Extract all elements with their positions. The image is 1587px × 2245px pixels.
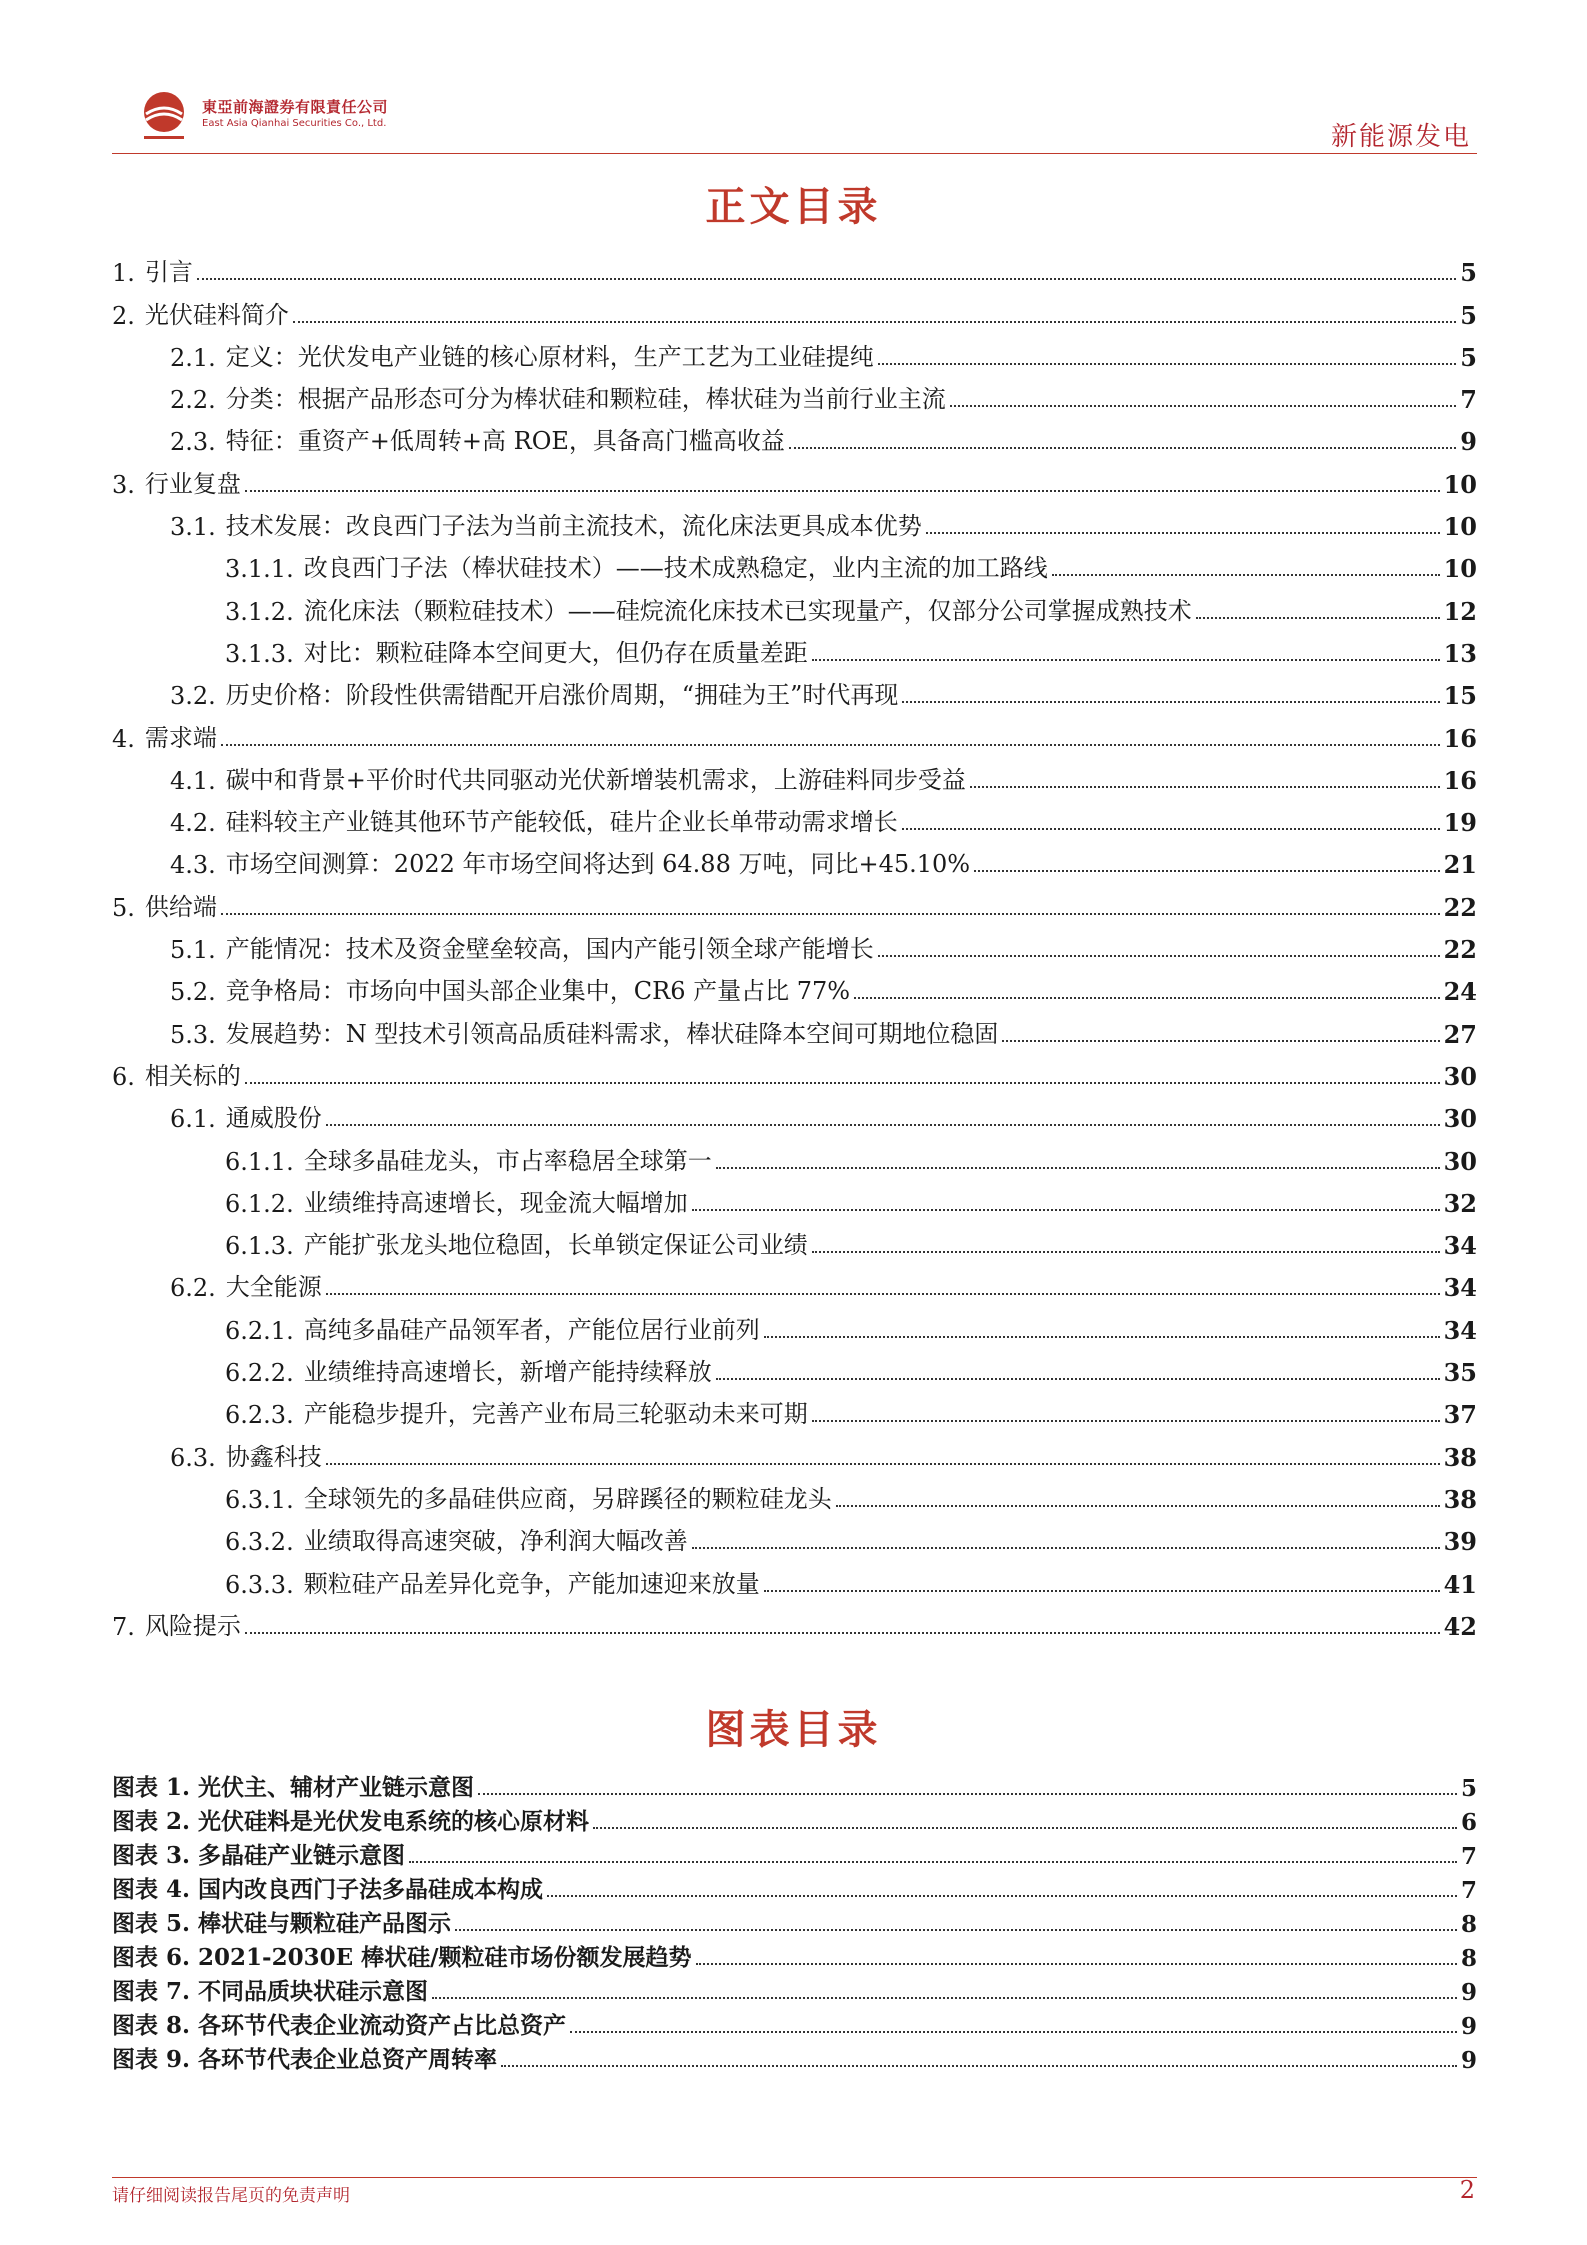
toc-entry[interactable] bbox=[112, 1260, 1477, 1302]
figure-entry-page: 5 bbox=[1460, 1775, 1477, 1802]
toc-entry-number: 7. bbox=[112, 1612, 135, 1641]
toc-entry-page: 27 bbox=[1443, 1019, 1477, 1049]
toc-leader-dots bbox=[326, 1293, 1440, 1295]
toc-entry-page: 24 bbox=[1443, 977, 1477, 1007]
figure-entry-page: 8 bbox=[1460, 1911, 1477, 1938]
toc-entry-number: 4. bbox=[112, 724, 135, 753]
company-name-cn: 東亞前海證券有限責任公司 bbox=[202, 98, 389, 116]
toc-entry-number: 6.3.3. bbox=[225, 1570, 294, 1599]
toc-leader-dots bbox=[716, 1378, 1440, 1380]
toc-entry-number: 4.3. bbox=[170, 851, 216, 880]
toc-leader-dots bbox=[764, 1336, 1440, 1338]
toc-entry-label: 光伏硅料简介 bbox=[144, 300, 289, 329]
page-header bbox=[112, 88, 1477, 158]
figure-toc bbox=[112, 1768, 1477, 2074]
toc-leader-dots bbox=[812, 1251, 1440, 1253]
toc-entry-label: 历史价格：阶段性供需错配开启涨价周期，“拥硅为王”时代再现 bbox=[225, 681, 899, 710]
figure-toc-entry[interactable] bbox=[112, 2006, 1477, 2040]
footer-divider bbox=[112, 2177, 1477, 2178]
toc-entry-page: 37 bbox=[1443, 1400, 1477, 1430]
toc-entry[interactable] bbox=[112, 499, 1477, 541]
toc-leader-dots bbox=[197, 278, 1456, 280]
toc-entry-page: 9 bbox=[1460, 427, 1477, 457]
toc-leader-dots bbox=[970, 786, 1440, 788]
toc-entry-number: 4.1. bbox=[170, 766, 216, 795]
toc-entry-page: 39 bbox=[1443, 1527, 1477, 1557]
toc-entry[interactable] bbox=[112, 1429, 1477, 1471]
toc-entry[interactable] bbox=[112, 1387, 1477, 1429]
figure-entry-label: 图表 3. 多晶硅产业链示意图 bbox=[112, 1842, 406, 1869]
toc-entry[interactable] bbox=[112, 541, 1477, 583]
toc-entry-label: 协鑫科技 bbox=[225, 1442, 322, 1471]
footer-disclaimer: 请仔细阅读报告尾页的免责声明 bbox=[112, 2186, 350, 2206]
toc-leader-dots bbox=[854, 997, 1439, 999]
toc-leader-dots bbox=[293, 321, 1456, 323]
toc-entry[interactable] bbox=[112, 626, 1477, 668]
toc-entry-number: 6.3.1. bbox=[225, 1485, 294, 1514]
toc-leader-dots bbox=[1002, 1040, 1439, 1042]
toc-leader-dots bbox=[221, 913, 1440, 915]
toc-leader-dots bbox=[245, 1632, 1440, 1634]
toc-entry[interactable] bbox=[112, 372, 1477, 414]
figure-toc-entry[interactable] bbox=[112, 1904, 1477, 1938]
toc-entry[interactable] bbox=[112, 1176, 1477, 1218]
toc-entry-number: 5.2. bbox=[170, 978, 216, 1007]
toc-entry-label: 需求端 bbox=[144, 723, 217, 752]
figure-entry-page: 6 bbox=[1460, 1809, 1477, 1836]
toc-entry-number: 6.2.3. bbox=[225, 1401, 294, 1430]
toc-entry-page: 34 bbox=[1443, 1315, 1477, 1345]
toc-leader-dots bbox=[326, 1124, 1440, 1126]
figure-entry-page: 9 bbox=[1460, 2013, 1477, 2040]
toc-leader-dots bbox=[812, 659, 1440, 661]
toc-entry-number: 6.2.2. bbox=[225, 1359, 294, 1388]
figure-entry-page: 7 bbox=[1460, 1843, 1477, 1870]
toc-entry-page: 10 bbox=[1443, 554, 1477, 584]
toc-leader-dots bbox=[221, 744, 1440, 746]
toc-entry[interactable] bbox=[112, 795, 1477, 837]
toc-entry-number: 3.1.1. bbox=[225, 555, 294, 584]
toc-leader-dots bbox=[692, 1547, 1440, 1549]
figure-toc-entry[interactable] bbox=[112, 1972, 1477, 2006]
toc-entry-number: 3.2. bbox=[170, 682, 216, 711]
toc-entry-label: 技术发展：改良西门子法为当前主流技术，流化床法更具成本优势 bbox=[225, 512, 922, 541]
toc-entry[interactable] bbox=[112, 879, 1477, 921]
main-toc bbox=[112, 245, 1477, 1641]
toc-leader-dots bbox=[950, 405, 1457, 407]
toc-entry-label: 供给端 bbox=[144, 892, 217, 921]
toc-leader-dots bbox=[478, 1793, 1457, 1795]
toc-entry-page: 16 bbox=[1443, 723, 1477, 753]
toc-entry-page: 15 bbox=[1443, 681, 1477, 711]
toc-leader-dots bbox=[245, 490, 1440, 492]
toc-leader-dots bbox=[878, 363, 1457, 365]
toc-leader-dots bbox=[764, 1590, 1440, 1592]
toc-entry-page: 42 bbox=[1443, 1611, 1477, 1641]
toc-entry[interactable] bbox=[112, 837, 1477, 879]
toc-entry-label: 竞争格局：市场向中国头部企业集中，CR6 产量占比 77% bbox=[225, 977, 851, 1006]
toc-leader-dots bbox=[926, 532, 1440, 534]
toc-entry[interactable] bbox=[112, 1514, 1477, 1556]
toc-leader-dots bbox=[593, 1827, 1457, 1829]
figure-entry-label: 图表 9. 各环节代表企业总资产周转率 bbox=[112, 2046, 498, 2073]
toc-entry[interactable] bbox=[112, 1599, 1477, 1641]
figure-toc-title: 图表目录 bbox=[705, 1706, 882, 1753]
toc-entry-label: 流化床法（颗粒硅技术）——硅烷流化床技术已实现量产，仅部分公司掌握成熟技术 bbox=[303, 596, 1192, 625]
toc-entry-page: 10 bbox=[1443, 512, 1477, 542]
figure-toc-entry[interactable] bbox=[112, 1836, 1477, 1870]
toc-entry-number: 2. bbox=[112, 301, 135, 330]
toc-entry-page: 5 bbox=[1460, 342, 1477, 372]
toc-entry-page: 34 bbox=[1443, 1231, 1477, 1261]
header-divider bbox=[112, 153, 1477, 154]
toc-entry-number: 5.3. bbox=[170, 1020, 216, 1049]
toc-entry-page: 30 bbox=[1443, 1061, 1477, 1091]
figure-toc-entry[interactable] bbox=[112, 1768, 1477, 1802]
toc-entry-page: 21 bbox=[1443, 850, 1477, 880]
toc-entry-label: 分类：根据产品形态可分为棒状硅和颗粒硅，棒状硅为当前行业主流 bbox=[225, 385, 946, 414]
figure-entry-label: 图表 7. 不同品质块状硅示意图 bbox=[112, 1978, 429, 2005]
toc-leader-dots bbox=[501, 2065, 1457, 2067]
toc-entry-number: 2.3. bbox=[170, 428, 216, 457]
toc-entry-number: 6.3.2. bbox=[225, 1528, 294, 1557]
toc-entry-page: 30 bbox=[1443, 1104, 1477, 1134]
toc-entry-page: 38 bbox=[1443, 1484, 1477, 1514]
toc-entry[interactable] bbox=[112, 753, 1477, 795]
toc-entry-label: 高纯多晶硅产品领军者，产能位居行业前列 bbox=[303, 1315, 760, 1344]
toc-entry-page: 22 bbox=[1443, 892, 1477, 922]
toc-entry-number: 6.3. bbox=[170, 1443, 216, 1472]
figure-toc-entry[interactable] bbox=[112, 1938, 1477, 1972]
toc-entry-page: 30 bbox=[1443, 1146, 1477, 1176]
toc-entry-page: 35 bbox=[1443, 1358, 1477, 1388]
toc-entry[interactable] bbox=[112, 1218, 1477, 1260]
company-name-en: East Asia Qianhai Securities Co., Ltd. bbox=[202, 118, 387, 129]
toc-leader-dots bbox=[326, 1463, 1440, 1465]
toc-entry-label: 市场空间测算：2022 年市场空间将达到 64.88 万吨，同比+45.10% bbox=[225, 850, 971, 879]
toc-entry-label: 发展趋势：N 型技术引领高品质硅料需求，棒状硅降本空间可期地位稳固 bbox=[225, 1019, 999, 1048]
main-toc-title: 正文目录 bbox=[705, 183, 882, 230]
toc-entry-page: 5 bbox=[1460, 258, 1477, 288]
toc-leader-dots bbox=[432, 1997, 1457, 1999]
toc-entry[interactable] bbox=[112, 1472, 1477, 1514]
toc-entry[interactable] bbox=[112, 583, 1477, 625]
toc-leader-dots bbox=[974, 870, 1440, 872]
figure-entry-label: 图表 5. 棒状硅与颗粒硅产品图示 bbox=[112, 1910, 452, 1937]
toc-entry-number: 5. bbox=[112, 893, 135, 922]
toc-entry-label: 行业复盘 bbox=[144, 469, 241, 498]
toc-entry[interactable] bbox=[112, 456, 1477, 498]
toc-leader-dots bbox=[1196, 617, 1440, 619]
toc-leader-dots bbox=[692, 1209, 1440, 1211]
toc-entry-label: 业绩取得高速突破，净利润大幅改善 bbox=[303, 1527, 688, 1556]
toc-entry[interactable] bbox=[112, 1091, 1477, 1133]
toc-leader-dots bbox=[547, 1895, 1457, 1897]
toc-leader-dots bbox=[902, 828, 1440, 830]
company-logo-icon bbox=[136, 88, 192, 144]
toc-leader-dots bbox=[570, 2031, 1457, 2033]
toc-entry-page: 19 bbox=[1443, 808, 1477, 838]
toc-entry-page: 13 bbox=[1443, 638, 1477, 668]
toc-leader-dots bbox=[812, 1420, 1440, 1422]
toc-entry-label: 产能情况：技术及资金壁垒较高，国内产能引领全球产能增长 bbox=[225, 935, 874, 964]
toc-entry-page: 16 bbox=[1443, 765, 1477, 795]
toc-entry-page: 5 bbox=[1460, 300, 1477, 330]
toc-entry-number: 1. bbox=[112, 259, 135, 288]
toc-entry-number: 4.2. bbox=[170, 809, 216, 838]
toc-entry-label: 硅料较主产业链其他环节产能较低，硅片企业长单带动需求增长 bbox=[225, 808, 898, 837]
toc-entry[interactable] bbox=[112, 1133, 1477, 1175]
toc-leader-dots bbox=[716, 1167, 1440, 1169]
toc-entry-number: 3.1. bbox=[170, 513, 216, 542]
toc-entry-page: 34 bbox=[1443, 1273, 1477, 1303]
figure-toc-entry[interactable] bbox=[112, 1802, 1477, 1836]
toc-entry-label: 对比：颗粒硅降本空间更大，但仍存在质量差距 bbox=[303, 638, 808, 667]
toc-entry-page: 41 bbox=[1443, 1569, 1477, 1599]
toc-entry-number: 3.1.3. bbox=[225, 639, 294, 668]
toc-leader-dots bbox=[409, 1861, 1457, 1863]
toc-leader-dots bbox=[696, 1963, 1457, 1965]
figure-entry-label: 图表 4. 国内改良西门子法多晶硅成本构成 bbox=[112, 1876, 544, 1903]
toc-entry-number: 2.1. bbox=[170, 343, 216, 372]
toc-leader-dots bbox=[455, 1929, 1457, 1931]
toc-entry[interactable] bbox=[112, 922, 1477, 964]
toc-entry-label: 特征：重资产+低周转+高 ROE，具备高门槛高收益 bbox=[225, 427, 785, 456]
figure-toc-entry[interactable] bbox=[112, 2040, 1477, 2074]
toc-leader-dots bbox=[878, 955, 1440, 957]
toc-entry-label: 风险提示 bbox=[144, 1611, 241, 1640]
toc-entry-label: 引言 bbox=[144, 258, 193, 287]
toc-entry[interactable] bbox=[112, 1345, 1477, 1387]
toc-entry-number: 6.1. bbox=[170, 1105, 216, 1134]
toc-entry-page: 12 bbox=[1443, 596, 1477, 626]
toc-leader-dots bbox=[789, 447, 1456, 449]
toc-entry-label: 全球多晶硅龙头，市占率稳居全球第一 bbox=[303, 1146, 712, 1175]
toc-entry-page: 10 bbox=[1443, 469, 1477, 499]
toc-entry-number: 3. bbox=[112, 470, 135, 499]
toc-entry-label: 产能扩张龙头地位稳固，长单锁定保证公司业绩 bbox=[303, 1231, 808, 1260]
toc-entry-label: 通威股份 bbox=[225, 1104, 322, 1133]
toc-entry-label: 产能稳步提升，完善产业布局三轮驱动未来可期 bbox=[303, 1400, 808, 1429]
toc-leader-dots bbox=[245, 1082, 1440, 1084]
toc-entry-number: 5.1. bbox=[170, 936, 216, 965]
toc-entry[interactable] bbox=[112, 414, 1477, 456]
toc-entry[interactable] bbox=[112, 245, 1477, 287]
toc-entry[interactable] bbox=[112, 668, 1477, 710]
toc-entry-label: 全球领先的多晶硅供应商，另辟蹊径的颗粒硅龙头 bbox=[303, 1484, 832, 1513]
figure-entry-page: 9 bbox=[1460, 2047, 1477, 2074]
toc-entry-label: 颗粒硅产品差异化竞争，产能加速迎来放量 bbox=[303, 1569, 760, 1598]
toc-entry-label: 大全能源 bbox=[225, 1273, 322, 1302]
figure-toc-entry[interactable] bbox=[112, 1870, 1477, 1904]
toc-entry-page: 22 bbox=[1443, 935, 1477, 965]
toc-entry-number: 6. bbox=[112, 1062, 135, 1091]
toc-entry[interactable] bbox=[112, 1556, 1477, 1598]
toc-leader-dots bbox=[1052, 574, 1440, 576]
toc-leader-dots bbox=[902, 701, 1439, 703]
toc-entry-label: 业绩维持高速增长，新增产能持续释放 bbox=[303, 1358, 712, 1387]
toc-entry-number: 2.2. bbox=[170, 386, 216, 415]
toc-entry-number: 6.1.3. bbox=[225, 1232, 294, 1261]
toc-entry-page: 7 bbox=[1460, 385, 1477, 415]
figure-entry-label: 图表 8. 各环节代表企业流动资产占比总资产 bbox=[112, 2012, 567, 2039]
toc-entry-page: 32 bbox=[1443, 1188, 1477, 1218]
toc-leader-dots bbox=[836, 1505, 1440, 1507]
toc-entry[interactable] bbox=[112, 1302, 1477, 1344]
figure-entry-page: 7 bbox=[1460, 1877, 1477, 1904]
figure-entry-label: 图表 6. 2021-2030E 棒状硅/颗粒硅市场份额发展趋势 bbox=[112, 1944, 692, 1971]
toc-entry[interactable] bbox=[112, 1006, 1477, 1048]
toc-entry[interactable] bbox=[112, 964, 1477, 1006]
toc-entry[interactable] bbox=[112, 710, 1477, 752]
toc-entry-number: 3.1.2. bbox=[225, 597, 294, 626]
figure-entry-label: 图表 2. 光伏硅料是光伏发电系统的核心原材料 bbox=[112, 1808, 590, 1835]
toc-entry[interactable] bbox=[112, 1049, 1477, 1091]
toc-entry-number: 6.2.1. bbox=[225, 1316, 294, 1345]
toc-entry[interactable] bbox=[112, 330, 1477, 372]
toc-entry[interactable] bbox=[112, 287, 1477, 329]
figure-entry-page: 9 bbox=[1460, 1979, 1477, 2006]
toc-entry-number: 6.1.1. bbox=[225, 1147, 294, 1176]
sector-label: 新能源发电 bbox=[1330, 122, 1471, 152]
toc-entry-label: 相关标的 bbox=[144, 1061, 241, 1090]
toc-entry-label: 业绩维持高速增长，现金流大幅增加 bbox=[303, 1188, 688, 1217]
page-number: 2 bbox=[1459, 2176, 1475, 2204]
toc-entry-label: 改良西门子法（棒状硅技术）——技术成熟稳定，业内主流的加工路线 bbox=[303, 554, 1048, 583]
toc-entry-label: 碳中和背景+平价时代共同驱动光伏新增装机需求，上游硅料同步受益 bbox=[225, 765, 966, 794]
toc-entry-number: 6.1.2. bbox=[225, 1189, 294, 1218]
figure-entry-page: 8 bbox=[1460, 1945, 1477, 1972]
toc-entry-page: 38 bbox=[1443, 1442, 1477, 1472]
figure-entry-label: 图表 1. 光伏主、辅材产业链示意图 bbox=[112, 1774, 475, 1801]
toc-entry-label: 定义：光伏发电产业链的核心原材料，生产工艺为工业硅提纯 bbox=[225, 342, 874, 371]
toc-entry-number: 6.2. bbox=[170, 1274, 216, 1303]
